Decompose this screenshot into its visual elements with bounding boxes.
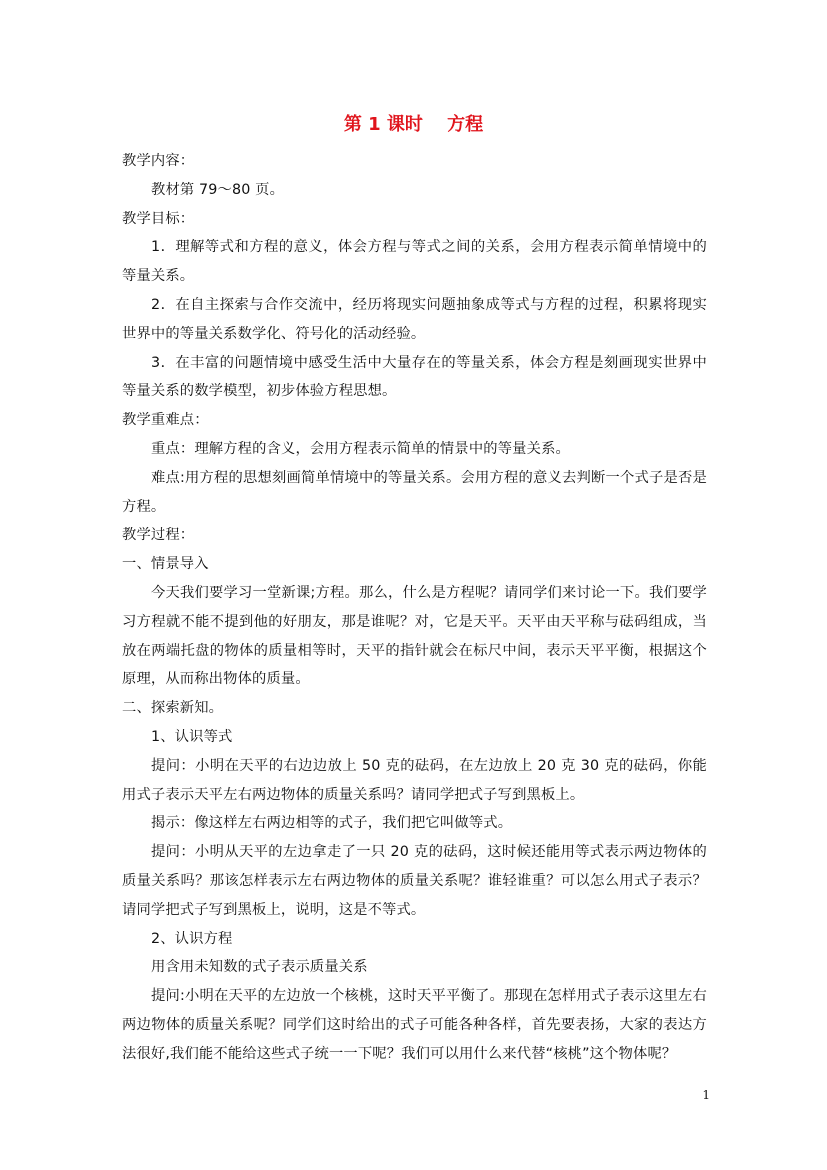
part-1-text: 今天我们要学习一堂新课;方程。那么，什么是方程呢？请同学们来讨论一下。我们要学习方程就不能不提到他的好朋友，那是谁呢？对，它是天平。天平由天平称与砝码组成，当放在两端托盘的物体的质量相等时，天平的指针就会在标尺中间，表示天平平衡，根据这个原理，从而称出物体的质量。 bbox=[122, 584, 707, 688]
sub-1-question-1: 提问：小明在天平的右边边放上 50 克的砝码，在左边放上 20 克 30 克的砝码，你能用式子表示天平左右两边物体的质量关系吗？请同学把式子写到黑板上。 bbox=[122, 757, 707, 803]
goal-2: 2．在自主探索与合作交流中，经历将现实问题抽象成等式与方程的过程，积累将现实世界中的等量关系数学化、符号化的活动经验。 bbox=[122, 296, 707, 342]
part-2-heading: 二、探索新知。 bbox=[122, 700, 224, 717]
lesson-body bbox=[122, 147, 707, 1069]
goals-heading: 教学目标： bbox=[122, 210, 195, 227]
sub-1-question-2: 提问：小明从天平的左边拿走了一只 20 克的砝码，这时候还能用等式表示两边物体的质量关系吗？那该怎样表示左右两边物体的质量关系呢？谁轻谁重？可以怎么用式子表示？请同学把式子写到黑板上，说明，这是不等式。 bbox=[122, 844, 707, 918]
page-number: 1 bbox=[702, 1088, 710, 1102]
goal-1: 1．理解等式和方程的意义，体会方程与等式之间的关系，会用方程表示简单情境中的等量关系。 bbox=[122, 239, 707, 285]
part-1-heading: 一、情景导入 bbox=[122, 556, 209, 573]
sub-1-reveal: 揭示：像这样左右两边相等的式子，我们把它叫做等式。 bbox=[151, 815, 513, 832]
lesson-title: 第 1 课时 方程 bbox=[343, 114, 484, 135]
sub-1-heading: 1、认识等式 bbox=[151, 728, 233, 745]
difficult-point: 难点:用方程的思想刻画简单情境中的等量关系。会用方程的意义去判断一个式子是否是方程。 bbox=[122, 469, 707, 515]
content-heading: 教学内容： bbox=[122, 153, 195, 169]
process-heading: 教学过程： bbox=[122, 527, 195, 544]
difficulty-heading: 教学重难点： bbox=[122, 412, 209, 429]
content-text: 教材第 79～80 页。 bbox=[151, 181, 285, 198]
sub-2-intro: 用含用未知数的式子表示质量关系 bbox=[151, 959, 368, 976]
sub-2-question: 提问:小明在天平的左边放一个核桃，这时天平平衡了。那现在怎样用式子表示这里左右两边物体的质量关系呢？同学们这时给出的式子可能各种各样，首先要表扬，大家的表达方法很好,我们能不能给这些式子统一一下呢？我们可以用什么来代替“核桃”这个物体呢？ bbox=[122, 988, 707, 1062]
sub-2-heading: 2、认识方程 bbox=[151, 930, 233, 947]
key-point: 重点：理解方程的含义，会用方程表示简单的情景中的等量关系。 bbox=[151, 440, 570, 457]
goal-3: 3．在丰富的问题情境中感受生活中大量存在的等量关系，体会方程是刻画现实世界中等量关系的数学模型，初步体验方程思想。 bbox=[122, 354, 707, 400]
